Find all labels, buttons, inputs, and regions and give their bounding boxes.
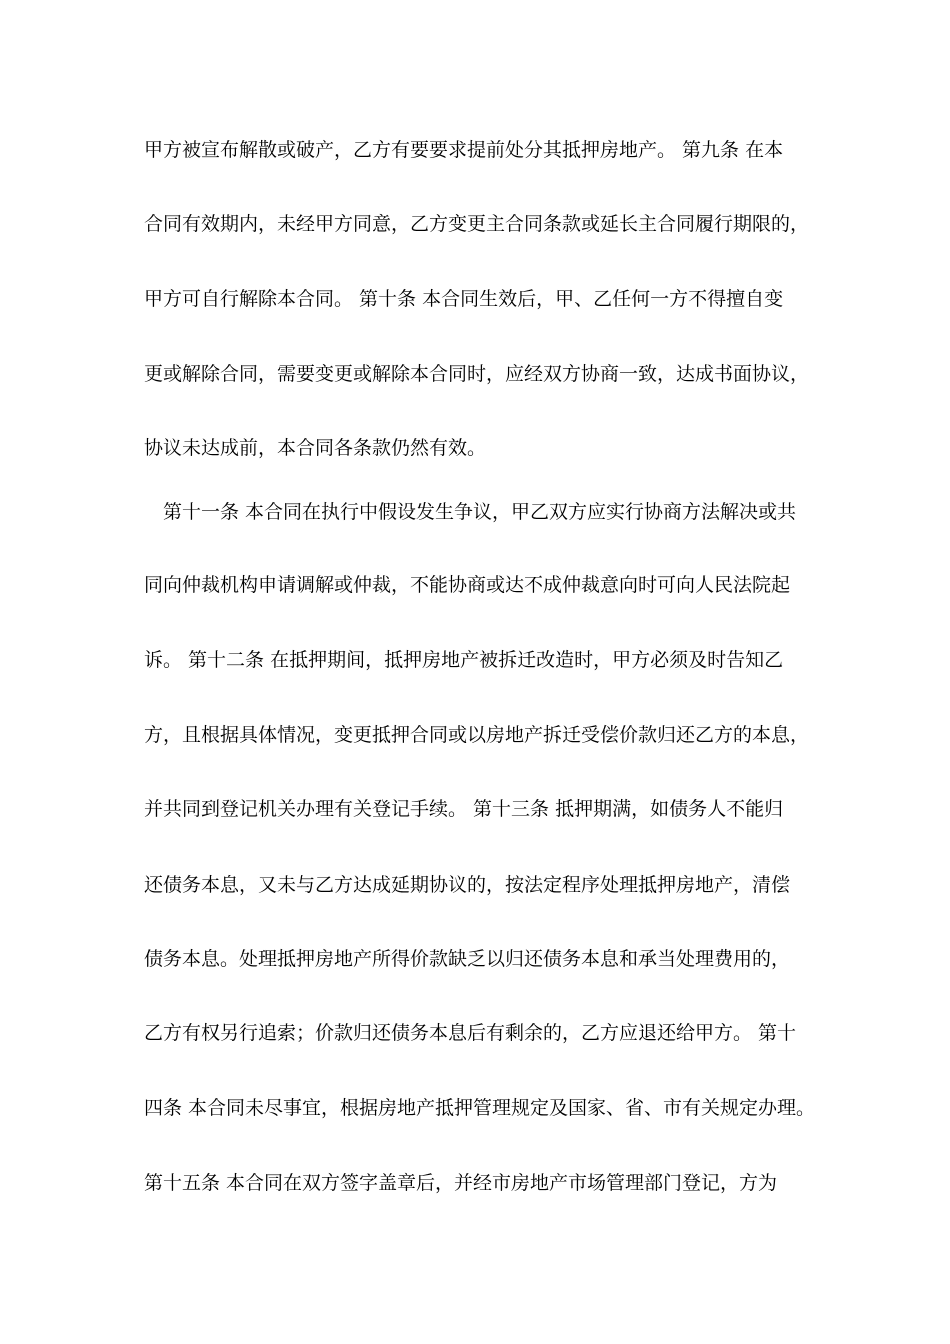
text-line-1: 甲方被宣布解散或破产，乙方有要要求提前处分其抵押房地产。 第九条 在本 — [144, 139, 784, 161]
text-line-12: 债务本息。处理抵押房地产所得价款缺乏以归还债务本息和承当处理费用的， — [144, 948, 791, 970]
text-line-11: 还债务本息，又未与乙方达成延期协议的，按法定程序处理抵押房地产，清偿 — [144, 874, 791, 896]
text-line-13: 乙方有权另行追索；价款归还债务本息后有剩余的，乙方应退还给甲方。 第十 — [144, 1022, 797, 1044]
text-line-5: 协议未达成前，本合同各条款仍然有效。 — [144, 437, 487, 459]
text-line-6: 第十一条 本合同在执行中假设发生争议，甲乙双方应实行协商方法解决或共 — [144, 501, 797, 523]
text-line-15: 第十五条 本合同在双方签字盖章后，并经市房地产市场管理部门登记，方为 — [144, 1172, 778, 1194]
text-line-7: 同向仲裁机构申请调解或仲裁，不能协商或达不成仲裁意向时可向人民法院起 — [144, 574, 791, 596]
text-line-9: 方，且根据具体情况，变更抵押合同或以房地产拆迁受偿价款归还乙方的本息， — [144, 724, 810, 746]
text-line-8: 诉。 第十二条 在抵押期间，抵押房地产被拆迁改造时，甲方必须及时告知乙 — [144, 649, 784, 671]
text-line-3: 甲方可自行解除本合同。 第十条 本合同生效后，甲、乙任何一方不得擅自变 — [144, 288, 784, 310]
text-line-14: 四条 本合同未尽事宜，根据房地产抵押管理规定及国家、省、市有关规定办理。 — [144, 1097, 816, 1119]
text-line-10: 并共同到登记机关办理有关登记手续。 第十三条 抵押期满，如债务人不能归 — [144, 798, 784, 820]
text-line-4: 更或解除合同，需要变更或解除本合同时，应经双方协商一致，达成书面协议， — [144, 363, 810, 385]
text-line-2: 合同有效期内，未经甲方同意，乙方变更主合同条款或延长主合同履行期限的， — [144, 213, 810, 235]
